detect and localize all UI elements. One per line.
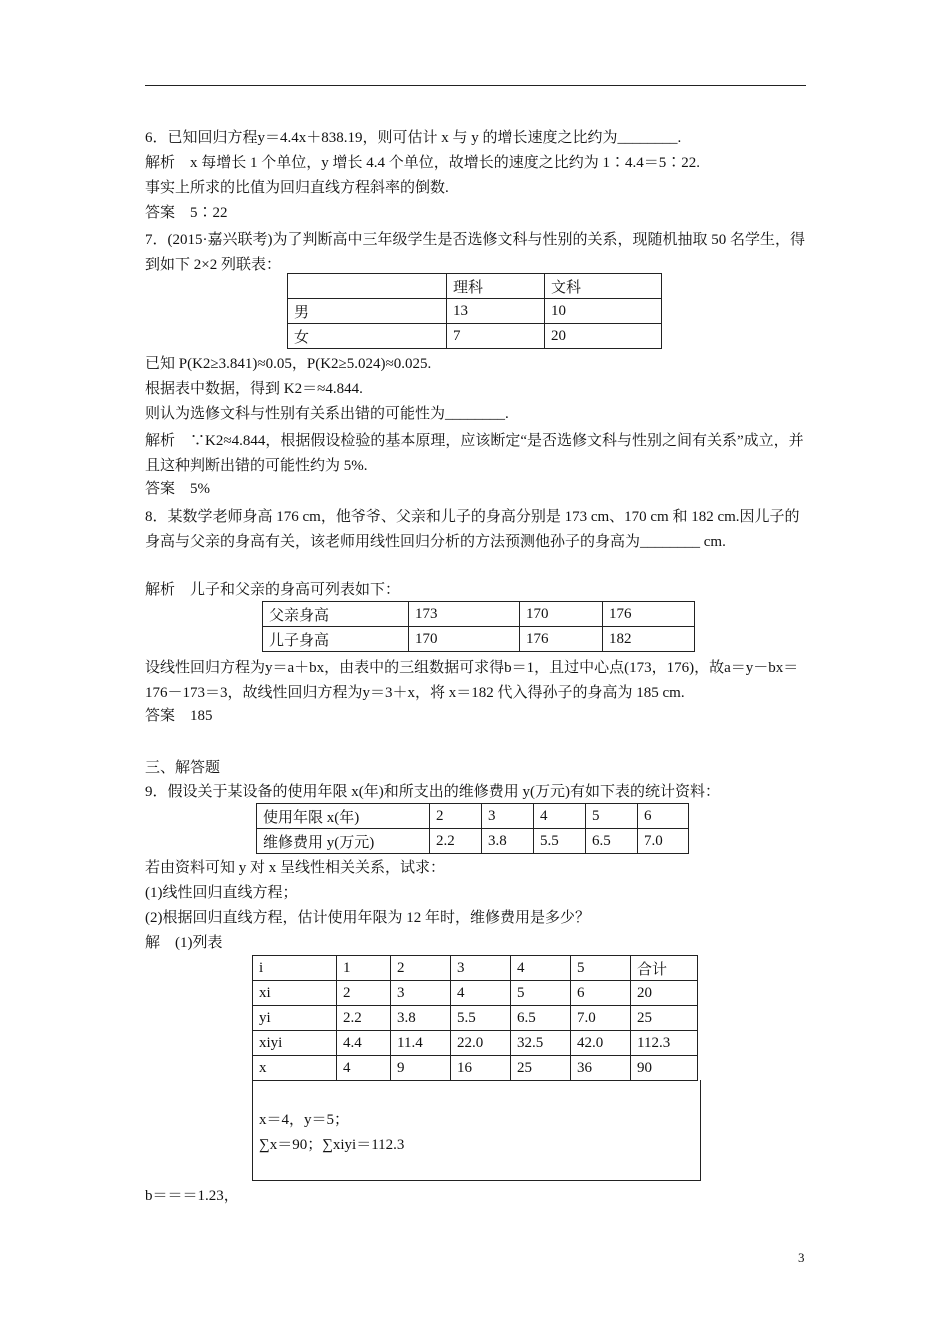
table-cell: 6 — [571, 981, 631, 1006]
table-cell: 理科 — [447, 274, 545, 299]
table-cell: 使用年限 x(年) — [257, 804, 430, 829]
table-cell: 5 — [571, 956, 631, 981]
table-cell: 5.5 — [451, 1006, 511, 1031]
table-cell: 2 — [391, 956, 451, 981]
q9-part2: (2)根据回归直线方程，估计使用年限为 12 年时，维修费用是多少？ — [145, 910, 590, 926]
table-cell: 90 — [631, 1056, 698, 1081]
table-cell: 9 — [391, 1056, 451, 1081]
table-cell: xi — [253, 981, 337, 1006]
table-cell: 4 — [337, 1056, 391, 1081]
table-cell: 5 — [586, 804, 638, 829]
table-cell: 4 — [451, 981, 511, 1006]
table-cell: 3.8 — [391, 1006, 451, 1031]
q9-question: 9．假设关于某设备的使用年限 x(年)和所支出的维修费用 y(万元)有如下表的统计资料： — [145, 784, 720, 800]
q6-analysis: 解析 x 每增长 1 个单位，y 增长 4.4 个单位，故增长的速度之比约为 1∶4.4＝5∶22. — [145, 155, 701, 171]
table-cell: 3 — [482, 804, 534, 829]
q9-sums: ∑x＝90；∑xiyi＝112.3 — [259, 1137, 405, 1153]
table-cell: 36 — [571, 1056, 631, 1081]
table-cell: 6.5 — [586, 829, 638, 854]
q9-solution: 解 (1)列表 — [145, 935, 223, 951]
table-cell: 25 — [631, 1006, 698, 1031]
q9-given: 若由资料可知 y 对 x 呈线性相关关系，试求： — [145, 860, 446, 876]
q7-question: 7．(2015·嘉兴联考)为了判断高中三年级学生是否选修文科与性别的关系，现随机抽取 50 名学生，得到如下 2×2 列联表： — [145, 232, 805, 273]
q8-analysis: 解析 儿子和父亲的身高可列表如下： — [145, 582, 401, 598]
table-cell: 16 — [451, 1056, 511, 1081]
table-cell: 男 — [288, 299, 447, 324]
table-cell: 6.5 — [511, 1006, 571, 1031]
page-number: 3 — [798, 1250, 805, 1265]
table-cell: 11.4 — [391, 1031, 451, 1056]
table-cell: 2 — [430, 804, 482, 829]
table-cell: 176 — [603, 602, 695, 627]
q9-computation-table — [252, 955, 698, 1081]
q9-b-value: b＝＝＝1.23， — [145, 1188, 239, 1204]
table-cell: 4 — [534, 804, 586, 829]
q8-height-table — [262, 601, 695, 652]
table-cell: 10 — [545, 299, 662, 324]
table-cell: 170 — [409, 627, 520, 652]
table-cell: 20 — [631, 981, 698, 1006]
table-cell: 2 — [337, 981, 391, 1006]
table-cell: 25 — [511, 1056, 571, 1081]
q9-part1: (1)线性回归直线方程； — [145, 885, 298, 901]
table-cell: 3 — [451, 956, 511, 981]
table-cell: 父亲身高 — [263, 602, 409, 627]
table-cell: 2.2 — [337, 1006, 391, 1031]
table-cell: xiyi — [253, 1031, 337, 1056]
q9-summary-box — [252, 1080, 701, 1181]
table-cell: 5 — [511, 981, 571, 1006]
q8-answer: 答案 185 — [145, 708, 213, 724]
q7-known: 已知 P(K2≥3.841)≈0.05，P(K2≥5.024)≈0.025. — [145, 356, 432, 372]
table-cell: 1 — [337, 956, 391, 981]
table-cell: 3 — [391, 981, 451, 1006]
q6-note: 事实上所求的比值为回归直线方程斜率的倒数. — [145, 180, 449, 196]
q8-derivation: 设线性回归方程为y＝a＋bx，由表中的三组数据可求得b＝1，且过中心点(173，176)，故a＝y－bx＝176－173＝3，故线性回归方程为y＝3＋x，将 x＝182 代入得孙子的身高为 185 cm. — [145, 660, 799, 701]
table-cell: 维修费用 y(万元) — [257, 829, 430, 854]
table-cell: 13 — [447, 299, 545, 324]
table-cell: 112.3 — [631, 1031, 698, 1056]
table-cell: 2.2 — [430, 829, 482, 854]
table-cell: 4 — [511, 956, 571, 981]
table-cell: 176 — [520, 627, 603, 652]
table-cell: 20 — [545, 324, 662, 349]
table-cell: 7.0 — [571, 1006, 631, 1031]
section-heading: 三、解答题 — [145, 760, 221, 776]
table-cell: 儿子身高 — [263, 627, 409, 652]
table-cell: 女 — [288, 324, 447, 349]
table-cell — [288, 274, 447, 299]
table-cell: 42.0 — [571, 1031, 631, 1056]
q6-question: 6．已知回归方程y＝4.4x＋838.19，则可估计 x 与 y 的增长速度之比约为________. — [145, 130, 682, 146]
table-cell: 合计 — [631, 956, 698, 981]
table-cell: 4.4 — [337, 1031, 391, 1056]
table-cell: 3.8 — [482, 829, 534, 854]
table-cell: i — [253, 956, 337, 981]
table-cell: x — [253, 1056, 337, 1081]
q7-then: 则认为选修文科与性别有关系出错的可能性为________. — [145, 406, 509, 422]
q9-data-table — [256, 803, 689, 854]
q7-calc: 根据表中数据，得到 K2＝≈4.844. — [145, 381, 363, 397]
table-cell: 182 — [603, 627, 695, 652]
table-cell: 7 — [447, 324, 545, 349]
table-cell: 170 — [520, 602, 603, 627]
table-cell: 5.5 — [534, 829, 586, 854]
q7-contingency-table — [287, 273, 662, 349]
q9-means: x＝4，y＝5； — [259, 1112, 350, 1128]
table-cell: 173 — [409, 602, 520, 627]
q7-answer: 答案 5% — [145, 481, 210, 497]
table-cell: 32.5 — [511, 1031, 571, 1056]
q6-answer: 答案 5∶22 — [145, 205, 228, 221]
table-cell: yi — [253, 1006, 337, 1031]
q8-question: 8．某数学老师身高 176 cm，他爷爷、父亲和儿子的身高分别是 173 cm、170 cm 和 182 cm.因儿子的身高与父亲的身高有关，该老师用线性回归分析的方法预测他孙子的身高为________ cm. — [145, 509, 800, 550]
table-cell: 6 — [638, 804, 689, 829]
table-cell: 文科 — [545, 274, 662, 299]
table-cell: 22.0 — [451, 1031, 511, 1056]
table-cell: 7.0 — [638, 829, 689, 854]
q7-analysis: 解析 ∵K2≈4.844，根据假设检验的基本原理，应该断定“是否选修文科与性别之间有关系”成立，并且这种判断出错的可能性约为 5%. — [145, 433, 804, 474]
header-rule — [145, 85, 806, 86]
